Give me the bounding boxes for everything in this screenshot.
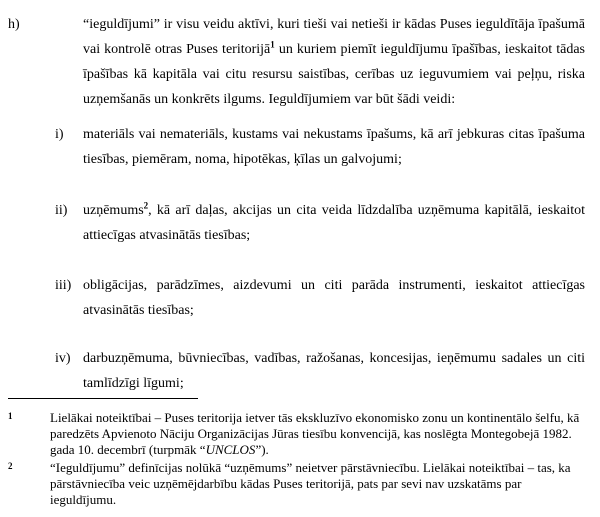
item-text: materiāls vai nemateriāls, kustams vai nekustams īpašums, kā arī jebkuras citas īpašuma tiesības, piemēram, noma, hipotēkas, ķīlas un galvojumi; — [83, 127, 585, 167]
item-text: obligācijas, parādzīmes, aizdevumi un citi parāda instrumenti, ieskaitot attiecīgas atvasinātās tiesības; — [83, 278, 585, 318]
text-segment: , kā arī daļas, akcijas un cita veida līdzdalība uzņēmuma kapitālā, ieskaitot attiecīgas atvasinātās tiesības; — [83, 203, 585, 243]
text-segment-italic: UNCLOS — [205, 442, 256, 457]
footnote-mark: 1 — [8, 411, 13, 421]
footnote-reference[interactable]: 2 — [143, 200, 149, 211]
text-segment: Lielākai noteiktībai – Puses teritorija ietver tās ekskluzīvo ekonomisko zonu un kontinentālo šelfu, kā paredzēts Apvienoto Nāciju Organizācijas Jūras tiesību konvencijā, kas noslēgta Montegobejā 1982. gada 10. decembrī (turpmāk “ — [50, 410, 580, 457]
footnote-divider — [8, 398, 198, 399]
item-label: h) — [8, 17, 20, 32]
footnote-reference[interactable]: 1 — [270, 39, 275, 50]
item-label: i) — [55, 127, 64, 142]
footnote-text — [50, 410, 590, 458]
text-segment: uzņēmums — [83, 203, 144, 218]
footnote-mark: 2 — [8, 461, 13, 471]
text-segment: ”). — [255, 442, 269, 457]
item-label: iii) — [55, 278, 72, 293]
item-text: darbuzņēmuma, būvniecības, vadības, ražošanas, koncesijas, ieņēmumu sadales un citi tamlīdzīgi līgumi; — [83, 351, 585, 391]
item-text — [83, 198, 585, 248]
footnote-text: “Ieguldījumu” definīcijas nolūkā “uzņēmums” neietver pārstāvniecību. Lielākai noteiktībai – tas, ka pārstāvniecība veic uzņēmējdarbību kādas Puses teritorijā, pats par sevi nav uzskatāms par ieguldījumu. — [50, 460, 571, 507]
text-segment: un kuriem piemīt ieguldījumu īpašības, ieskaitot tādas īpašības kā kapitāla vai citu resursu saistības, cerības uz ieguvumiem vai peļņu, riska uzņemšanās un konkrēts ilgums. Ieguldījumiem var būt šādi veidi: — [83, 42, 585, 107]
text-segment: “ieguldījumi” ir visu veidu aktīvi, kuri tieši vai netieši ir kādas Puses ieguldītāja īpašumā vai kontrolē otras Puses teritorijā — [83, 17, 585, 57]
item-label: ii) — [55, 203, 68, 218]
item-label: iv) — [55, 351, 71, 366]
item-text — [83, 12, 585, 112]
